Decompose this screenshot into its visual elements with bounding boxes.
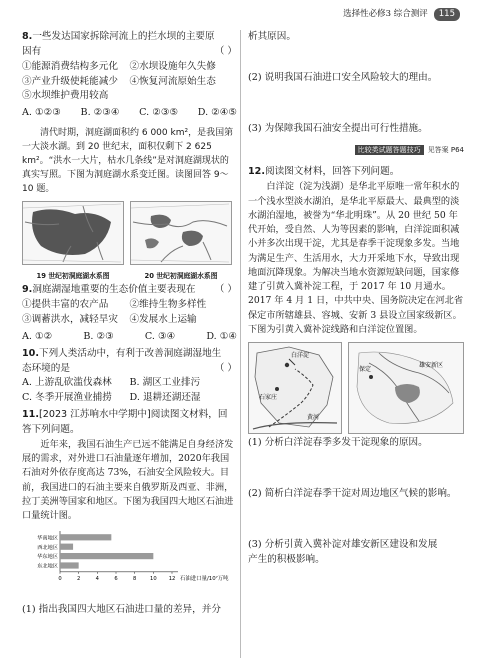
tip-tag: 比较类试题答题技巧 xyxy=(355,145,424,155)
category-label: 华南地区 xyxy=(37,535,58,542)
passage-text: 白洋淀（淀为浅湖）是华北平原唯一常年积水的一个浅水型淡水湖泊，是华北平原最大、最典型的淡水湖泊湿地，被誉为“华北明珠”。从 20 世纪 50 年代开始，受自然、人为等因素的影响，白洋淀面积减小并多次出现干淀，尤其是春季干淀现象多发。当地为满足生产、生活用水，大力开采地下水，导致出现地面沉降现象。为解决当地水资源短缺问题，国家修建了引黄入冀补淀工程，于 2017 年 10 月通水。2017 年 4 月 1 日，中共中央、国务院决定在河北省保定市所辖雄县、容城、安新 3 县设立国家级新区。下图为引黄入冀补淀线路和白洋淀位置图。 xyxy=(248,181,464,335)
option-d[interactable]: D. ①④ xyxy=(206,330,237,342)
option-b[interactable]: B. ②③ xyxy=(83,330,114,342)
sub-question-3: (3) 分析引黄入冀补淀对雄安新区建设和发展 xyxy=(248,538,438,550)
statement-item: ③调蓄洪水，减轻旱灾 xyxy=(22,313,118,325)
oil-import-chart xyxy=(22,527,237,601)
map-pair xyxy=(248,342,464,434)
x-tick-label: 8 xyxy=(133,576,137,583)
sub-question-3: (3) 为保障我国石油安全提出可行性措施。 xyxy=(248,122,428,134)
statement-item: ②维持生物多样性 xyxy=(129,299,207,311)
x-axis-label: 石油进口量/10⁷万吨 xyxy=(180,576,229,583)
question-number: 9. xyxy=(22,284,33,296)
statement-item: ③产业升级使耗能减少 xyxy=(22,75,118,87)
sub-question-2: (2) 说明我国石油进口安全风险较大的理由。 xyxy=(248,71,438,83)
question-number: 12. xyxy=(248,166,265,178)
question-source: [2023 江苏响水中学期中] xyxy=(39,409,151,421)
option-c[interactable]: C. 冬季开展渔业捕捞 xyxy=(22,392,112,404)
statement-item: ④发展水上运输 xyxy=(129,313,197,325)
passage-text: 近年来，我国石油生产已远不能满足自身经济发展的需求，对外进口石油量逐年增加，2020年我国石油对外依存度高达 73%，石油安全风险较大。目前，我国进口的石油主要来自俄罗斯及西亚、非洲，拉丁美洲等国家和地区。下图为我国四大地区石油进口量统计图。 xyxy=(22,438,234,522)
statement-list xyxy=(22,60,237,105)
bar xyxy=(60,553,153,559)
answer-paren[interactable]: （ ） xyxy=(214,284,237,296)
x-tick-label: 6 xyxy=(114,576,118,583)
option-c[interactable]: C. ②③⑤ xyxy=(139,107,179,119)
x-tick-label: 0 xyxy=(58,576,62,583)
passage-text: 清代时期，洞庭湖面积约 6 000 km²，是我国第一大淡水湖。到 20 世纪末，面积仅剩下 2 625 km²。“洪水一大片，枯水几条线”是对洞庭湖现状的真实写照。下图为洞庭湖水系变迁图。读图回答 9～10 题。 xyxy=(22,128,234,194)
map-label: 黄河 xyxy=(307,414,320,422)
map-caption: 20 世纪初洞庭湖水系图 xyxy=(144,271,218,280)
page-number: 115 xyxy=(434,8,460,21)
statement-item: ④恢复河流原始生态 xyxy=(129,75,216,87)
sub-question-1: (1) 指出我国四大地区石油进口量的差异，并分 xyxy=(22,604,221,616)
bar xyxy=(60,535,111,541)
answer-space[interactable] xyxy=(248,502,464,538)
hebei-map xyxy=(248,342,342,434)
statement-item: ①提供丰富的农产品 xyxy=(22,299,109,311)
option-b[interactable]: B. 湖区工业排污 xyxy=(129,377,201,389)
question-12 xyxy=(248,165,464,567)
option-a[interactable]: A. 上游乱砍滥伐森林 xyxy=(22,377,112,389)
statement-item: ①能源消费结构多元化 xyxy=(22,60,118,72)
question-number: 11. xyxy=(22,409,39,421)
question-8 xyxy=(22,30,237,121)
passage-dongting xyxy=(22,127,237,281)
question-10 xyxy=(22,347,237,406)
statement-item: ②水坝设施年久失修 xyxy=(129,60,216,72)
statement-list xyxy=(22,298,237,328)
question-number: 8. xyxy=(22,31,33,42)
map-19c xyxy=(22,201,124,281)
x-tick-label: 4 xyxy=(95,576,99,583)
x-tick-label: 2 xyxy=(77,576,81,583)
bar xyxy=(60,563,79,569)
question-stem: 下列人类活动中，有利于改善洞庭湖湿地生 xyxy=(39,347,222,359)
sub-question-1: (1) 分析白洋淀春季多发干淀现象的原因。 xyxy=(248,437,428,449)
map-20c xyxy=(130,201,232,281)
sub-question-1-cont: 析其原因。 xyxy=(248,31,296,42)
category-label: 西北地区 xyxy=(37,545,58,552)
question-stem: 态环境的是 xyxy=(22,362,70,374)
question-stem: 一些发达国家拆除河流上的拦水坝的主要原 xyxy=(32,31,215,42)
option-d[interactable]: D. 退耕还湖还湿 xyxy=(129,392,201,404)
oil-import-chart-svg xyxy=(22,527,234,595)
category-label: 华东地区 xyxy=(37,554,58,561)
question-9 xyxy=(22,283,237,344)
map-caption: 19 世纪初洞庭湖水系图 xyxy=(36,271,110,280)
x-tick-label: 12 xyxy=(168,576,176,583)
right-column xyxy=(248,30,464,660)
answer-paren[interactable]: （ ） xyxy=(214,45,237,57)
map-pair xyxy=(22,201,237,281)
question-number: 10. xyxy=(22,347,39,359)
answer-options xyxy=(22,330,237,345)
option-b[interactable]: B. ②③④ xyxy=(80,107,120,119)
map-label: 石家庄 xyxy=(259,394,278,402)
page-header xyxy=(343,8,460,21)
map-label: 保定 xyxy=(359,366,372,374)
category-label: 东北地区 xyxy=(37,563,58,570)
answer-space[interactable] xyxy=(248,451,464,487)
answer-options xyxy=(22,376,237,406)
answer-options xyxy=(22,106,237,121)
answer-paren[interactable]: （ ） xyxy=(214,362,237,374)
bar xyxy=(60,544,73,550)
answer-space[interactable] xyxy=(248,45,464,71)
question-stem: 阅读图文材料，回答下列问题。 xyxy=(265,166,400,178)
sub-question-3-cont: 产生的积极影响。 xyxy=(248,553,325,565)
header-title: 选择性必修3 综合测评 xyxy=(343,9,428,19)
option-c[interactable]: C. ③④ xyxy=(144,330,176,342)
option-a[interactable]: A. ①②③ xyxy=(22,107,61,119)
tip-ref[interactable]: 见答案 P64 xyxy=(427,145,464,154)
option-d[interactable]: D. ②④⑤ xyxy=(197,107,237,119)
map-20c-image xyxy=(130,201,232,265)
question-11 xyxy=(22,408,237,618)
answer-tip xyxy=(248,145,464,156)
answer-space[interactable] xyxy=(248,86,464,122)
column-divider xyxy=(240,30,241,658)
statement-item: ⑤水坝维护费用较高 xyxy=(22,90,109,102)
xiongan-map xyxy=(348,342,464,434)
map-label: 白洋淀 xyxy=(291,352,310,360)
question-stem: 洞庭湖湿地重要的生态价值主要表现在 xyxy=(32,284,196,296)
x-tick-label: 10 xyxy=(150,576,157,583)
map-19c-image xyxy=(22,201,124,265)
map-label: 雄安新区 xyxy=(419,362,444,370)
left-column xyxy=(22,30,237,660)
question-stem: 阅读图文材料，回答下列问题。 xyxy=(22,409,228,435)
sub-question-2: (2) 简析白洋淀春季干淀对周边地区气候的影响。 xyxy=(248,487,457,499)
question-stem: 因有 xyxy=(22,45,42,57)
option-a[interactable]: A. ①② xyxy=(22,330,53,342)
